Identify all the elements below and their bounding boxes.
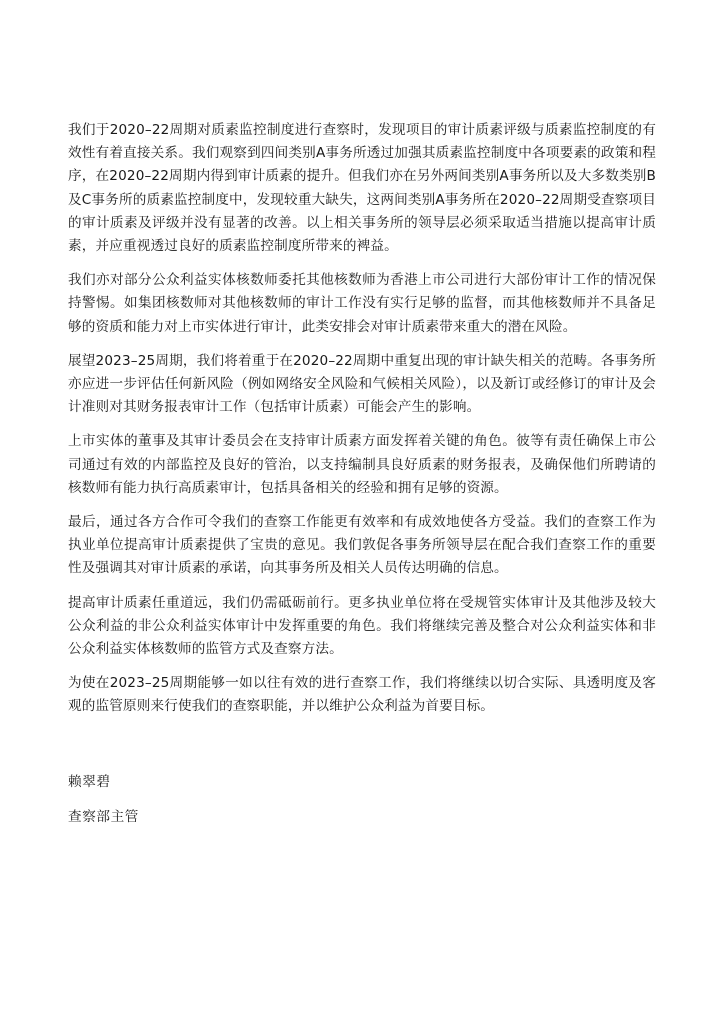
signatory-title: 查察部主管: [68, 808, 139, 825]
paragraph-3: 展望2023–25周期，我们将着重于在2020–22周期中重复出现的审计缺失相关的范畴。各事务所亦应进一步评估任何新风险（例如网络安全风险和气候相关风险），以及新订或经修订的审计及会计准则对其财务报表审计工作（包括审计质素）可能会产生的影响。: [68, 352, 656, 416]
signatory-name: 赖翠碧: [68, 773, 111, 790]
paragraph-5: 最后，通过各方合作可令我们的查察工作能更有效率和有成效地使各方受益。我们的查察工作为执业单位提高审计质素提供了宝贵的意见。我们敦促各事务所领导层在配合我们查察工作的重要性及强调其对审计质素的承诺，向其事务所及相关人员传达明确的信息。: [68, 514, 656, 577]
paragraph-4: 上市实体的董事及其审计委员会在支持审计质素方面发挥着关键的角色。彼等有责任确保上市公司通过有效的内部监控及良好的管治，以支持编制具良好质素的财务报表，及确保他们所聘请的核数师有能力执行高质素审计，包括具备相关的经验和拥有足够的资源。: [68, 433, 656, 496]
paragraph-6: 提高审计质素任重道远，我们仍需砥砺前行。更多执业单位将在受规管实体审计及其他涉及较大公众利益的非公众利益实体审计中发挥重要的角色。我们将继续完善及整合对公众利益实体和非公众利益实体核数师的监管方式及查察方法。: [68, 594, 656, 658]
paragraph-2: 我们亦对部分公众利益实体核数师委托其他核数师为香港上市公司进行大部份审计工作的情况保持警惕。如集团核数师对其他核数师的审计工作没有实行足够的监督，而其他核数师并不具备足够的资质和能力对上市实体进行审计，此类安排会对审计质素带来重大的潜在风险。: [68, 272, 656, 335]
paragraph-7: 为使在2023–25周期能够一如以往有效的进行查察工作，我们将继续以切合实际、具透明度及客观的监管原则来行使我们的查察职能，并以维护公众利益为首要目标。: [68, 675, 656, 715]
paragraph-1: 我们于2020–22周期对质素监控制度进行查察时，发现项目的审计质素评级与质素监控制度的有效性有着直接关系。我们观察到四间类别A事务所透过加强其质素监控制度中各项要素的政策和程序，在2020–22周期内得到审计质素的提升。但我们亦在另外两间类别A事务所以及大多数类别B及C事务所的质素监控制度中，发现较重大缺失，这两间类别A事务所在2020–22周期受查察项目的审计质素及评级并没有显著的改善。以上相关事务所的领导层必须采取适当措施以提高审计质素，并应重视透过良好的质素监控制度所带来的裨益。: [68, 122, 656, 255]
signature-block: [68, 771, 656, 829]
document-page: [68, 119, 656, 841]
